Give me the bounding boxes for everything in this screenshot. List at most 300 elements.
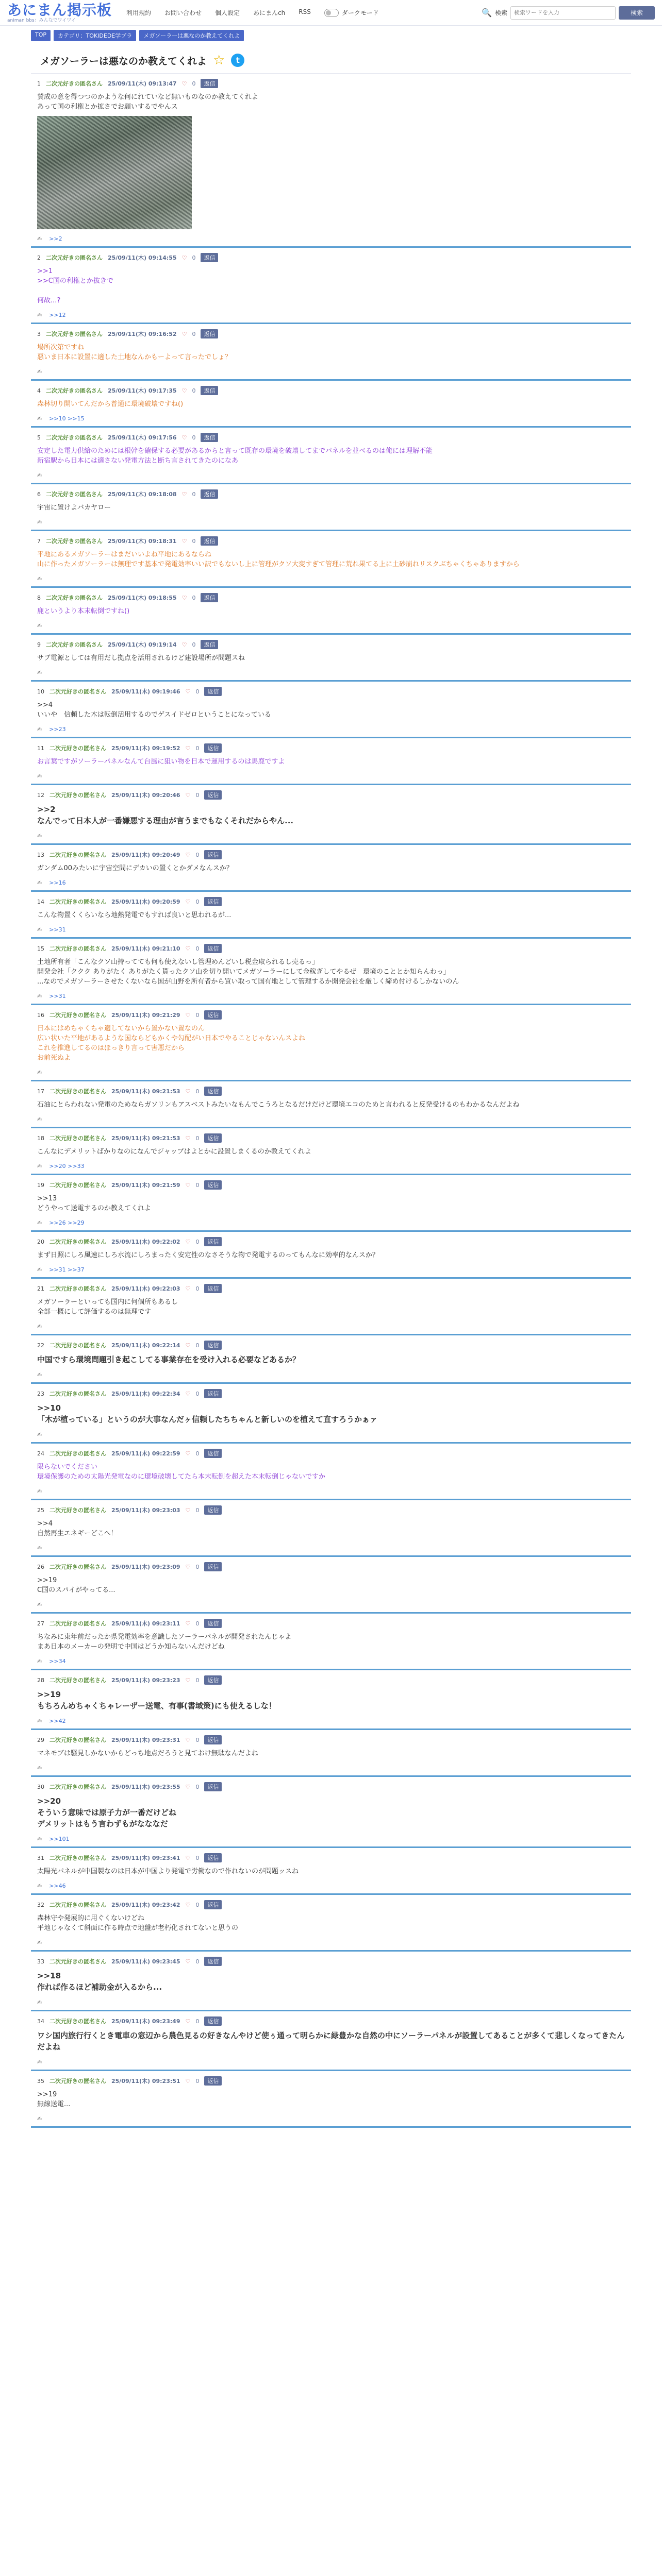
nav-contact[interactable]: お問い合わせ [164, 9, 202, 16]
reply-button[interactable]: 返信 [201, 386, 218, 395]
post-date: 25/09/11(木) 09:23:41 [111, 1855, 180, 1861]
post-footer [37, 415, 625, 422]
favorite-star-icon[interactable]: ☆ [213, 53, 225, 68]
breadcrumb [0, 26, 662, 45]
reply-hand-icon[interactable]: ✍ [37, 622, 42, 629]
post-body: >>13 どうやって送電するのか教えてくれよ [37, 1195, 152, 1212]
nav-terms[interactable]: 利用規約 [126, 9, 152, 16]
reply-button[interactable]: 返信 [204, 1853, 222, 1862]
post-footer [37, 1371, 625, 1378]
post-number[interactable]: 24 [37, 1450, 44, 1457]
breadcrumb-thread[interactable]: メガソーラーは悪なのか教えてくれよ [139, 30, 244, 41]
post-item [31, 2071, 631, 2128]
site-header [0, 0, 662, 26]
post-meta [37, 687, 625, 696]
like-heart-icon[interactable]: ♡ [185, 1736, 191, 1743]
poster-name: 二次元好きの匿名さん [49, 688, 106, 695]
reply-hand-icon[interactable]: ✍ [37, 1836, 42, 1842]
post-number[interactable]: 10 [37, 688, 44, 695]
post-body: 中国ですら環境問題引き起こしてる事業存在を受け入れる必要などあるか？ [37, 1355, 301, 1364]
post-number[interactable]: 30 [37, 1783, 44, 1790]
post-date: 25/09/11(木) 09:23:23 [111, 1677, 180, 1684]
post-number[interactable]: 13 [37, 851, 44, 858]
post-number[interactable]: 2 [37, 254, 41, 261]
post-item [31, 1232, 631, 1279]
reply-button[interactable]: 返信 [201, 253, 218, 262]
reply-anchors[interactable]: >>42 [49, 1718, 66, 1724]
reply-button[interactable]: 返信 [204, 2076, 222, 2086]
post-item [31, 1444, 631, 1500]
like-heart-icon[interactable]: ♡ [185, 744, 191, 752]
reply-hand-icon[interactable]: ✍ [37, 1323, 42, 1330]
search-input[interactable] [510, 6, 616, 20]
post-number[interactable]: 32 [37, 1901, 44, 1908]
like-heart-icon[interactable]: ♡ [185, 1563, 191, 1570]
reply-button[interactable]: 返信 [204, 1237, 222, 1246]
post-date: 25/09/11(木) 09:23:49 [111, 2018, 180, 2025]
reply-hand-icon[interactable]: ✍ [37, 1431, 42, 1438]
reply-button[interactable]: 返信 [204, 1735, 222, 1744]
thread-title-row [0, 45, 662, 73]
post-number[interactable]: 3 [37, 330, 41, 337]
post-item [31, 1557, 631, 1614]
post-meta [37, 433, 625, 442]
reply-anchors[interactable]: >>16 [49, 879, 66, 886]
reply-hand-icon[interactable]: ✍ [37, 519, 42, 526]
like-count: 0 [195, 1958, 200, 1965]
post-footer [37, 1163, 625, 1170]
reply-hand-icon[interactable]: ✍ [37, 1116, 42, 1123]
like-count: 0 [195, 1342, 200, 1349]
like-heart-icon[interactable]: ♡ [181, 490, 187, 498]
reply-button[interactable]: 返信 [204, 1180, 222, 1190]
nav-animan-ch[interactable]: あにまんch [253, 9, 286, 16]
post-number[interactable]: 1 [37, 80, 41, 87]
reply-button[interactable]: 返信 [201, 640, 218, 649]
reply-button[interactable]: 返信 [201, 489, 218, 499]
post-number[interactable]: 26 [37, 1563, 44, 1570]
like-count: 0 [195, 1088, 200, 1095]
like-heart-icon[interactable]: ♡ [181, 330, 187, 337]
reply-button[interactable]: 返信 [204, 1957, 222, 1966]
post-body: マネモブは騒見しかないからどっち地点だろうと見ておけ無駄なんだよね [37, 1750, 258, 1757]
post-item [31, 381, 631, 428]
reply-hand-icon[interactable]: ✍ [37, 1718, 42, 1724]
reply-anchors[interactable]: >>26 >>29 [49, 1219, 85, 1226]
reply-anchors[interactable]: >>31 >>37 [49, 1266, 85, 1273]
post-number[interactable]: 7 [37, 537, 41, 545]
reply-hand-icon[interactable]: ✍ [37, 1601, 42, 1608]
reply-button[interactable]: 返信 [204, 1284, 222, 1293]
post-date: 25/09/11(木) 09:22:34 [111, 1391, 180, 1397]
nav-rss[interactable]: RSS [299, 8, 311, 15]
reply-anchors[interactable]: >>23 [49, 726, 66, 733]
post-item [31, 484, 631, 531]
post-number[interactable]: 29 [37, 1736, 44, 1743]
post-number[interactable]: 34 [37, 2018, 44, 2025]
poster-name: 二次元好きの匿名さん [49, 2018, 106, 2025]
reply-hand-icon[interactable]: ✍ [37, 726, 42, 733]
post-footer [37, 1658, 625, 1665]
post-number[interactable]: 25 [37, 1506, 44, 1514]
poster-name: 二次元好きの匿名さん [49, 1784, 106, 1790]
post-meta [37, 1735, 625, 1744]
reply-hand-icon[interactable]: ✍ [37, 993, 42, 999]
post-meta [37, 79, 625, 88]
post-footer [37, 1999, 625, 2006]
reply-anchors[interactable]: >>12 [49, 312, 66, 318]
like-count: 0 [195, 2018, 200, 2025]
site-logo[interactable] [7, 3, 112, 23]
like-heart-icon[interactable]: ♡ [185, 1238, 191, 1245]
post-number[interactable]: 23 [37, 1390, 44, 1397]
poster-name: 二次元好きの匿名さん [46, 641, 103, 648]
post-item [31, 1730, 631, 1777]
reply-button[interactable]: 返信 [204, 1782, 222, 1791]
like-heart-icon[interactable]: ♡ [181, 641, 187, 648]
like-heart-icon[interactable]: ♡ [185, 1134, 191, 1142]
like-count: 0 [195, 1390, 200, 1397]
post-meta [37, 897, 625, 906]
like-count: 0 [195, 898, 200, 905]
reply-button[interactable]: 返信 [204, 1562, 222, 1571]
like-heart-icon[interactable]: ♡ [185, 1676, 191, 1684]
post-date: 25/09/11(木) 09:21:53 [111, 1088, 180, 1095]
reply-anchors[interactable]: >>34 [49, 1658, 66, 1665]
reply-hand-icon[interactable]: ✍ [37, 368, 42, 375]
post-body: 森林守や発展的に用ぐくないけどね 平地じゃなくて斜面に作る時点で地盤が老朽化されてないと思うの [37, 1914, 239, 1932]
reply-hand-icon[interactable]: ✍ [37, 1371, 42, 1378]
post-meta [37, 386, 625, 395]
post-date: 25/09/11(木) 09:13:47 [108, 80, 177, 87]
like-count: 0 [195, 1011, 200, 1019]
post-body: 鹿というより本末転倒ですね() [37, 607, 130, 615]
like-heart-icon[interactable]: ♡ [185, 688, 191, 695]
poster-name: 二次元好きの匿名さん [49, 899, 106, 905]
poster-name: 二次元好きの匿名さん [49, 945, 106, 952]
reply-hand-icon[interactable]: ✍ [37, 1219, 42, 1226]
reply-hand-icon[interactable]: ✍ [37, 1488, 42, 1495]
post-body: ガンダム00みたいに宇宙空間にデカいの置くとかダメなんスか？ [37, 865, 233, 872]
post-meta [37, 1957, 625, 1966]
reply-button[interactable]: 返信 [204, 687, 222, 696]
post-footer [37, 235, 625, 242]
post-number[interactable]: 5 [37, 434, 41, 441]
post-footer [37, 1765, 625, 1771]
post-number[interactable]: 33 [37, 1958, 44, 1965]
post-meta [37, 593, 625, 602]
like-count: 0 [195, 851, 200, 858]
like-heart-icon[interactable]: ♡ [185, 791, 191, 799]
post-date: 25/09/11(木) 09:21:53 [111, 1135, 180, 1142]
post-number[interactable]: 4 [37, 387, 41, 394]
like-heart-icon[interactable]: ♡ [185, 2077, 191, 2084]
reply-hand-icon[interactable]: ✍ [37, 1069, 42, 1076]
post-footer [37, 1219, 625, 1226]
reply-hand-icon[interactable]: ✍ [37, 926, 42, 933]
reply-button[interactable]: 返信 [204, 790, 222, 800]
post-number[interactable]: 28 [37, 1676, 44, 1684]
reply-anchors[interactable]: >>31 [49, 926, 66, 933]
like-heart-icon[interactable]: ♡ [185, 1011, 191, 1019]
post-footer [37, 1939, 625, 1946]
reply-anchors[interactable]: >>10 >>15 [49, 415, 85, 422]
post-date: 25/09/11(木) 09:18:55 [108, 595, 177, 601]
like-heart-icon[interactable]: ♡ [185, 851, 191, 858]
post-number[interactable]: 20 [37, 1238, 44, 1245]
reply-button[interactable]: 返信 [204, 2016, 222, 2026]
poster-name: 二次元好きの匿名さん [49, 1342, 106, 1349]
reply-hand-icon[interactable]: ✍ [37, 1266, 42, 1273]
logo-text[interactable]: あにまん掲示板 [7, 1, 112, 19]
post-body: 場所次第ですね 悪いま日本に設置に適した土地なんかもーよって言ったでしょ？ [37, 344, 232, 361]
post-footer [37, 1488, 625, 1495]
post-number[interactable]: 18 [37, 1134, 44, 1142]
poster-name: 二次元好きの匿名さん [49, 1902, 106, 1908]
post-item [31, 1895, 631, 1952]
post-body: 太陽光パネルが中国製なのは日本が中国より発電で労働なので作れないのが問題ッスね [37, 1868, 299, 1875]
post-number[interactable]: 27 [37, 1620, 44, 1627]
post-number[interactable]: 35 [37, 2077, 44, 2084]
reply-button[interactable]: 返信 [204, 1010, 222, 1020]
search-label: 検索 [494, 9, 507, 16]
poster-name: 二次元好きの匿名さん [49, 1088, 106, 1095]
poster-name: 二次元好きの匿名さん [46, 255, 103, 261]
like-count: 0 [195, 1676, 200, 1684]
reply-hand-icon[interactable]: ✍ [37, 1883, 42, 1889]
like-heart-icon[interactable]: ♡ [185, 945, 191, 952]
like-heart-icon[interactable]: ♡ [181, 594, 187, 601]
like-heart-icon[interactable]: ♡ [185, 1390, 191, 1397]
post-footer [37, 879, 625, 886]
post-number[interactable]: 14 [37, 898, 44, 905]
post-footer [37, 1116, 625, 1123]
reply-hand-icon[interactable]: ✍ [37, 235, 42, 242]
reply-button[interactable]: 返信 [201, 433, 218, 442]
post-footer [37, 1545, 625, 1551]
post-footer [37, 1266, 625, 1273]
reply-hand-icon[interactable]: ✍ [37, 773, 42, 779]
like-heart-icon[interactable]: ♡ [181, 537, 187, 545]
reply-hand-icon[interactable]: ✍ [37, 1163, 42, 1170]
like-heart-icon[interactable]: ♡ [185, 1450, 191, 1457]
twitter-share-icon[interactable]: t [231, 54, 244, 67]
post-body: まず日照にしろ風速にしろ水流にしろまったく安定性のなさそうな物で発電するのってもんなに効率的なんスか？ [37, 1251, 379, 1259]
reply-button[interactable]: 返信 [201, 329, 218, 338]
reply-anchors[interactable]: >>101 [49, 1836, 70, 1842]
post-date: 25/09/11(木) 09:21:29 [111, 1012, 180, 1019]
post-meta [37, 743, 625, 753]
like-heart-icon[interactable]: ♡ [185, 1958, 191, 1965]
like-heart-icon[interactable]: ♡ [185, 2018, 191, 2025]
search-button[interactable]: 検索 [619, 6, 655, 20]
reply-hand-icon[interactable]: ✍ [37, 1939, 42, 1946]
toggle-switch-icon[interactable] [324, 9, 339, 17]
reply-hand-icon[interactable]: ✍ [37, 1545, 42, 1551]
reply-button[interactable]: 返信 [204, 1389, 222, 1398]
post-footer [37, 622, 625, 629]
post-item [31, 531, 631, 588]
like-count: 0 [195, 791, 200, 799]
reply-button[interactable]: 返信 [204, 1900, 222, 1909]
post-number[interactable]: 11 [37, 744, 44, 752]
poster-name: 二次元好きの匿名さん [46, 538, 103, 545]
post-date: 25/09/11(木) 09:21:59 [111, 1182, 180, 1189]
post-body: >>2 なんでって日本人が一番嫌悪する理由が言うまでもなくそれだからやん... [37, 805, 294, 825]
post-meta [37, 1619, 625, 1628]
post-meta [37, 1180, 625, 1190]
post-number[interactable]: 16 [37, 1011, 44, 1019]
breadcrumb-top[interactable]: TOP [31, 30, 51, 41]
post-meta [37, 1133, 625, 1143]
post-item [31, 1384, 631, 1444]
post-footer [37, 1836, 625, 1842]
reply-hand-icon[interactable]: ✍ [37, 312, 42, 318]
reply-button[interactable]: 返信 [204, 1505, 222, 1515]
post-footer [37, 1883, 625, 1889]
post-item [31, 682, 631, 738]
post-number[interactable]: 22 [37, 1342, 44, 1349]
like-count: 0 [195, 1620, 200, 1627]
reply-hand-icon[interactable]: ✍ [37, 1658, 42, 1665]
like-heart-icon[interactable]: ♡ [185, 1854, 191, 1861]
like-heart-icon[interactable]: ♡ [185, 1088, 191, 1095]
like-heart-icon[interactable]: ♡ [185, 1181, 191, 1189]
post-footer [37, 2115, 625, 2122]
post-body: >>19 もちろんめちゃくちゃレーザー送電、有事(書域策)にも使えるしな！ [37, 1690, 276, 1710]
reply-button[interactable]: 返信 [204, 897, 222, 906]
post-body: >>19 無線送電... [37, 2091, 71, 2108]
post-footer [37, 312, 625, 318]
reply-button[interactable]: 返信 [204, 850, 222, 859]
reply-hand-icon[interactable]: ✍ [37, 575, 42, 582]
reply-anchors[interactable]: >>46 [49, 1883, 66, 1889]
post-meta [37, 1782, 625, 1791]
like-heart-icon[interactable]: ♡ [185, 898, 191, 905]
reply-hand-icon[interactable]: ✍ [37, 1999, 42, 2006]
nav-settings[interactable]: 個人設定 [215, 9, 240, 16]
like-count: 0 [192, 387, 196, 394]
post-number[interactable]: 8 [37, 594, 41, 601]
post-number[interactable]: 6 [37, 490, 41, 498]
post-number[interactable]: 17 [37, 1088, 44, 1095]
post-body: 限らないでください 環境保護のための太陽光発電なのに環境破壊してたら本末転倒を超えた本末転倒じゃないですか [37, 1463, 326, 1481]
like-heart-icon[interactable]: ♡ [181, 434, 187, 441]
reply-hand-icon[interactable]: ✍ [37, 833, 42, 839]
post-body: 宇宙に置けよバカヤロー [37, 504, 111, 512]
reply-hand-icon[interactable]: ✍ [37, 669, 42, 676]
like-heart-icon[interactable]: ♡ [181, 387, 187, 394]
poster-name: 二次元好きの匿名さん [49, 1012, 106, 1019]
post-image[interactable] [37, 116, 192, 229]
reply-button[interactable]: 返信 [201, 593, 218, 602]
post-item [31, 1614, 631, 1670]
poster-name: 二次元好きの匿名さん [49, 1507, 106, 1514]
reply-button[interactable]: 返信 [204, 1449, 222, 1458]
like-heart-icon[interactable]: ♡ [185, 1342, 191, 1349]
post-body: >>19 C国のスパイがやってる... [37, 1577, 115, 1594]
post-date: 25/09/11(木) 09:21:10 [111, 945, 180, 952]
reply-anchors[interactable]: >>2 [49, 235, 62, 242]
dark-mode-toggle[interactable] [324, 8, 379, 17]
reply-hand-icon[interactable]: ✍ [37, 879, 42, 886]
like-heart-icon[interactable]: ♡ [181, 80, 187, 87]
post-date: 25/09/11(木) 09:23:45 [111, 1958, 180, 1965]
post-date: 25/09/11(木) 09:20:46 [111, 792, 180, 799]
reply-anchors[interactable]: >>20 >>33 [49, 1163, 85, 1170]
reply-button[interactable]: 返信 [204, 1675, 222, 1685]
poster-name: 二次元好きの匿名さん [46, 331, 103, 337]
reply-button[interactable]: 返信 [201, 536, 218, 546]
like-heart-icon[interactable]: ♡ [185, 1285, 191, 1292]
like-count: 0 [195, 1181, 200, 1189]
post-date: 25/09/11(木) 09:14:55 [108, 255, 177, 261]
post-meta [37, 640, 625, 649]
post-body: >>18 作れば作るほど補助金が入るから... [37, 1971, 162, 1992]
post-body: 平地にあるメガソーラーはまだいいよね平地にあるならね 山に作ったメガソーラーは無理です基本で発電効率いい訳でもないし上に管理がクソ大変すぎて管理に荒れ果てる上に土砂崩れリスクぶちゃくちゃありますから [37, 551, 520, 568]
post-number[interactable]: 21 [37, 1285, 44, 1292]
post-meta [37, 1010, 625, 1020]
reply-button[interactable]: 返信 [204, 1133, 222, 1143]
reply-hand-icon[interactable]: ✍ [37, 472, 42, 479]
like-heart-icon[interactable]: ♡ [185, 1901, 191, 1908]
reply-button[interactable]: 返信 [201, 79, 218, 88]
post-item [31, 1175, 631, 1232]
post-meta [37, 1562, 625, 1571]
like-heart-icon[interactable]: ♡ [185, 1620, 191, 1627]
post-number[interactable]: 9 [37, 641, 41, 648]
post-item [31, 248, 631, 324]
logo-subtitle: animan bbs：みんなでワイワイ [7, 18, 76, 23]
reply-button[interactable]: 返信 [204, 1619, 222, 1628]
post-meta [37, 1341, 625, 1350]
like-heart-icon[interactable]: ♡ [185, 1783, 191, 1790]
post-meta [37, 1087, 625, 1096]
like-heart-icon[interactable]: ♡ [185, 1506, 191, 1514]
poster-name: 二次元好きの匿名さん [49, 1564, 106, 1570]
post-number[interactable]: 12 [37, 791, 44, 799]
like-count: 0 [195, 1563, 200, 1570]
post-date: 25/09/11(木) 09:20:49 [111, 852, 180, 858]
post-body: 賛成の意を得つつのかような何にれていなど無いものなのか教えてくれよ あって国の利権とか拡さでお願いするでやんス [37, 93, 259, 111]
reply-button[interactable]: 返信 [204, 743, 222, 753]
reply-hand-icon[interactable]: ✍ [37, 2115, 42, 2122]
post-footer [37, 472, 625, 479]
reply-anchors[interactable]: >>31 [49, 993, 66, 999]
reply-button[interactable]: 返信 [204, 1087, 222, 1096]
like-count: 0 [192, 594, 196, 601]
breadcrumb-category[interactable]: カテゴリ：TOKIDEDE学ブラ [54, 30, 136, 41]
post-item [31, 738, 631, 785]
post-number[interactable]: 31 [37, 1854, 44, 1861]
reply-hand-icon[interactable]: ✍ [37, 415, 42, 422]
like-heart-icon[interactable]: ♡ [181, 254, 187, 261]
reply-button[interactable]: 返信 [204, 944, 222, 953]
like-count: 0 [192, 330, 196, 337]
post-footer [37, 669, 625, 676]
post-footer [37, 1601, 625, 1608]
post-number[interactable]: 15 [37, 945, 44, 952]
post-meta [37, 2076, 625, 2086]
post-body: メガソーラーといっても国内に何個所もあるし 全部一概にして評価するのは無理です [37, 1298, 178, 1316]
post-footer [37, 1323, 625, 1330]
reply-hand-icon[interactable]: ✍ [37, 1765, 42, 1771]
post-item [31, 428, 631, 484]
reply-hand-icon[interactable]: ✍ [37, 2059, 42, 2065]
post-number[interactable]: 19 [37, 1181, 44, 1189]
reply-button[interactable]: 返信 [204, 1341, 222, 1350]
post-footer [37, 833, 625, 839]
